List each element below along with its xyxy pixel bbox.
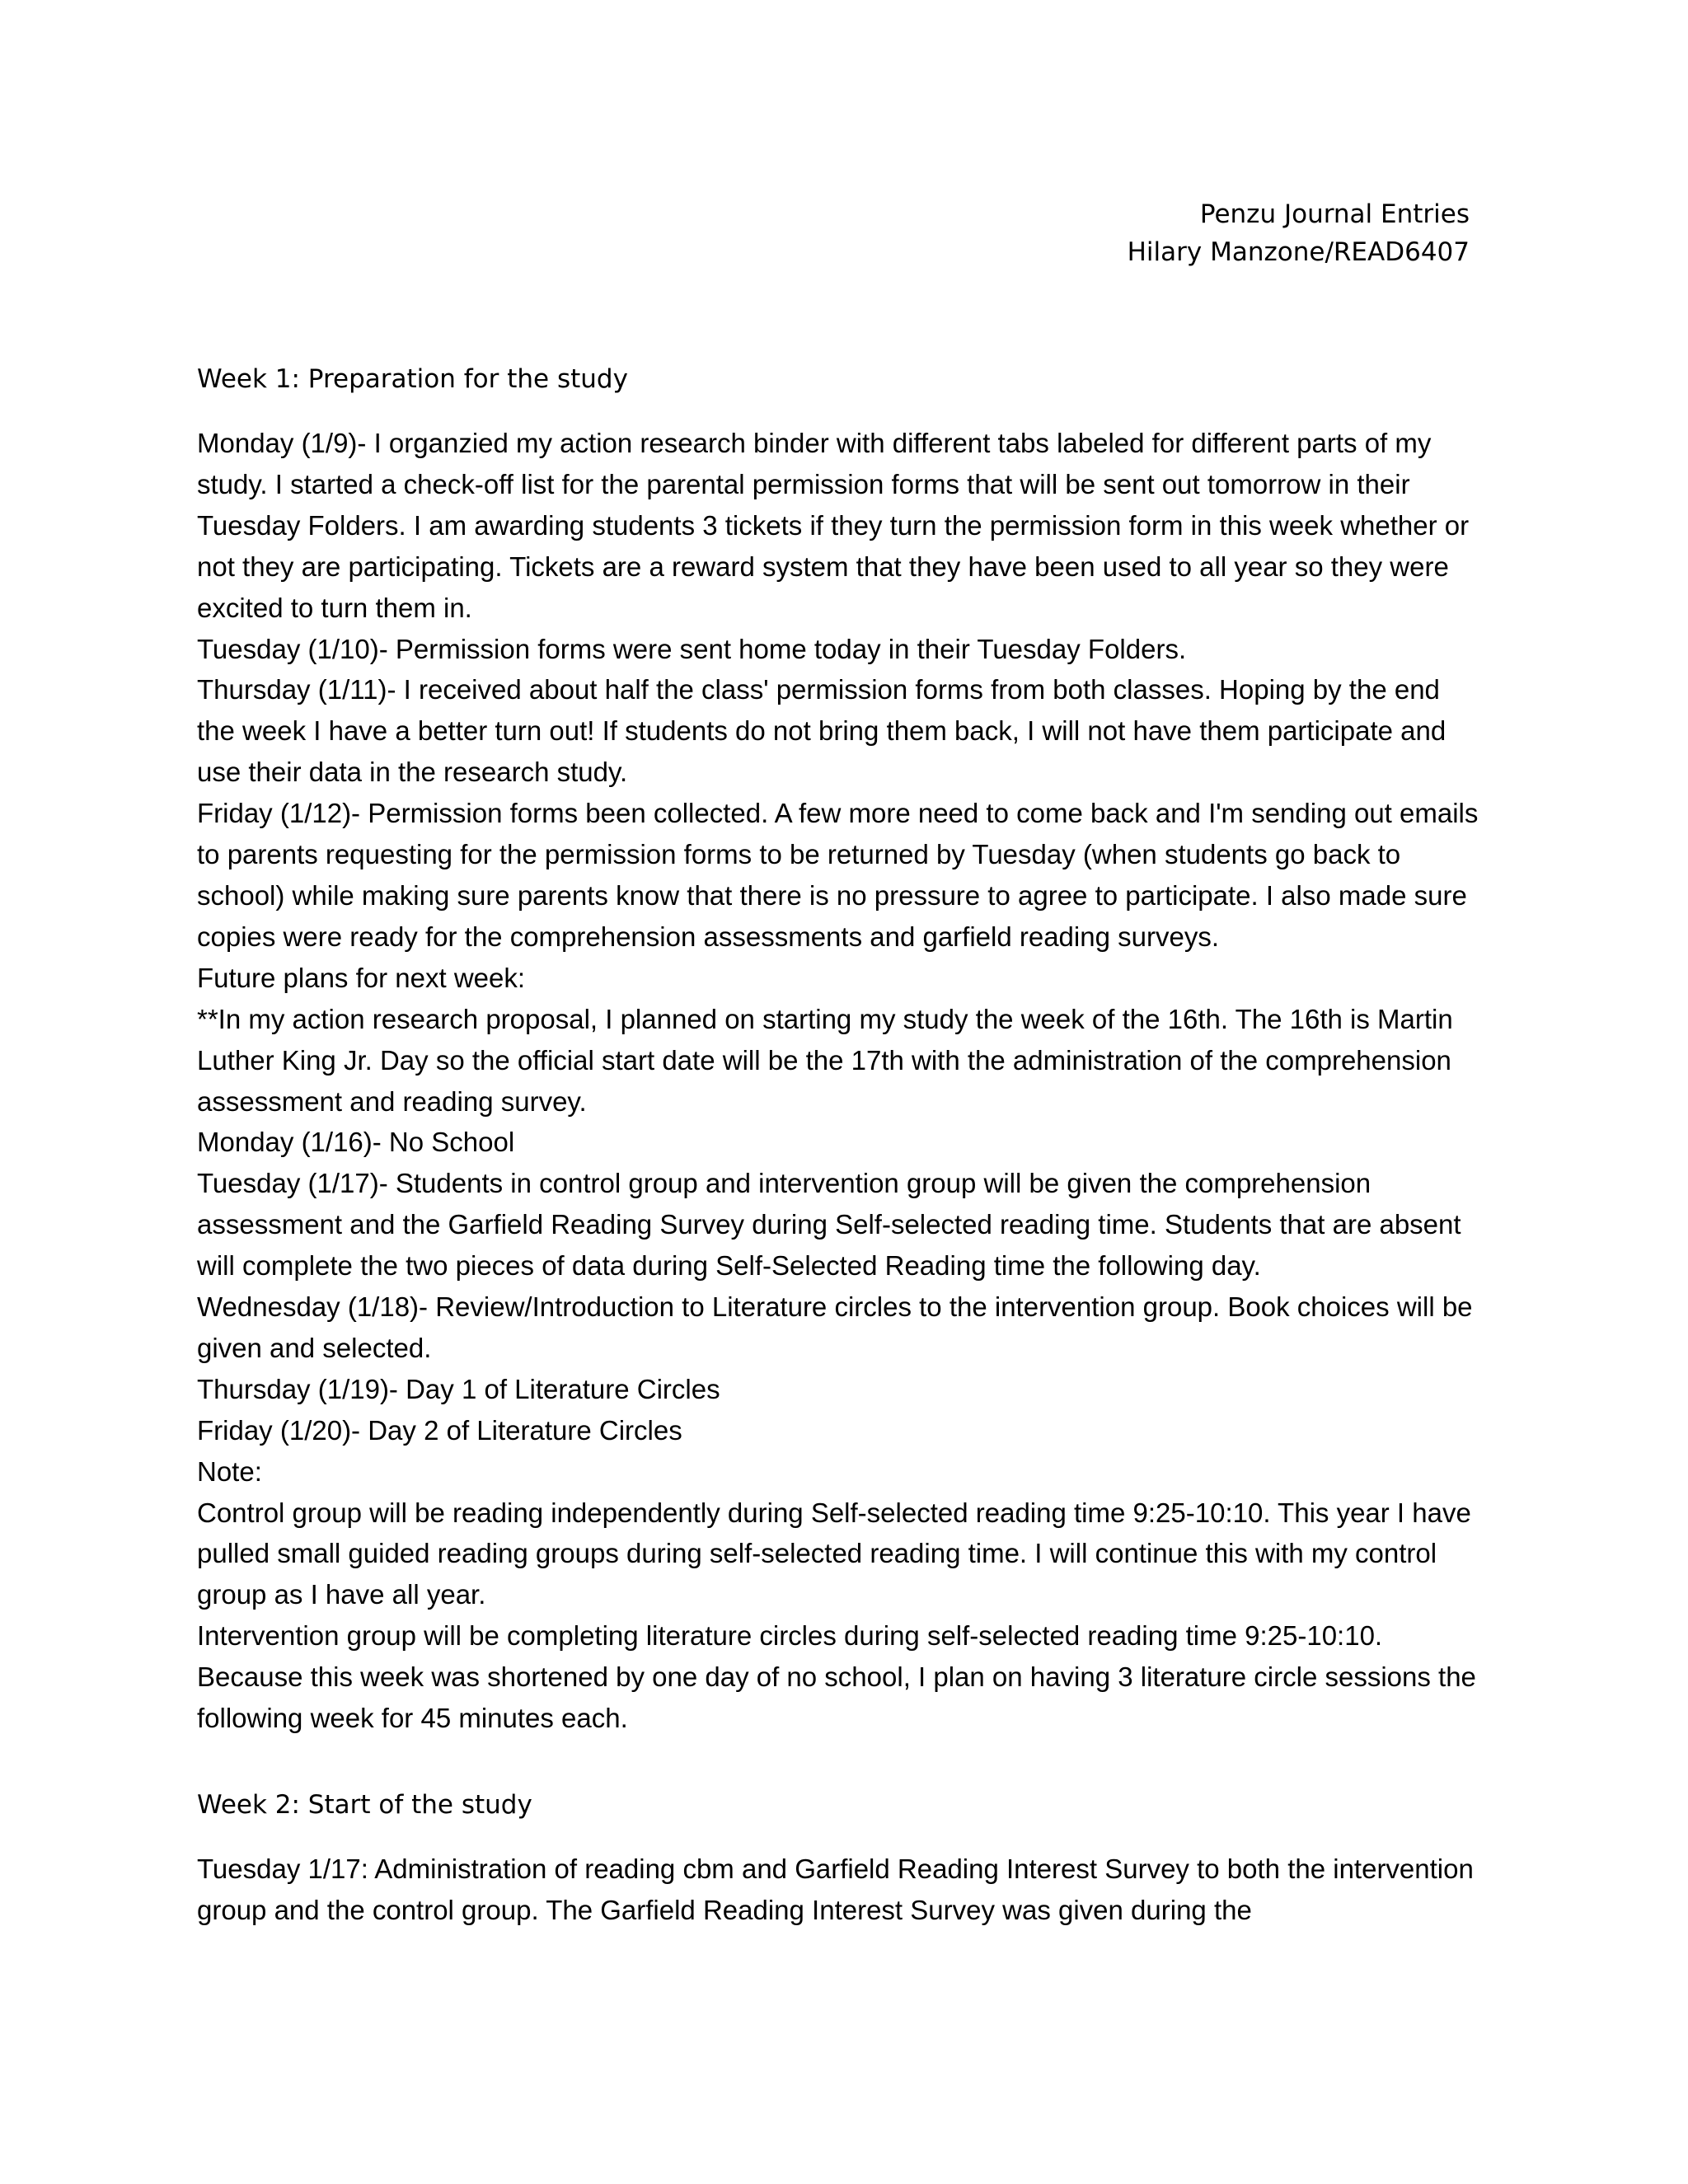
document-body: [197, 359, 1483, 1931]
future-plans-label: Future plans for next week:: [197, 962, 526, 993]
journal-entry-friday-1-12: Friday (1/12)- Permission forms been collected. A few more need to come back and I'm sending out emails to parents requesting for the permission forms to be returned by Tuesday (when students go back to school) while making sure parents know that there is no pressure to agree to participate. I also made sure copies were ready for the comprehension assessments and garfield reading surveys.: [197, 798, 1479, 952]
plan-thursday-1-19: Thursday (1/19)- Day 1 of Literature Circles: [197, 1373, 720, 1404]
week-2-section: [197, 1784, 1483, 1931]
week-1-entries: [197, 423, 1483, 1739]
document-header: [1128, 195, 1470, 271]
document-title: Penzu Journal Entries: [1199, 199, 1470, 229]
plan-monday-1-16: Monday (1/16)- No School: [197, 1127, 515, 1158]
journal-entry-tuesday-1-10: Tuesday (1/10)- Permission forms were sent home today in their Tuesday Folders.: [197, 633, 1187, 664]
proposal-note: **In my action research proposal, I planned on starting my study the week of the 16th. The 16th is Martin Luther King Jr. Day so the official start date will be the 17th with the administration of the comprehension assessment and reading survey.: [197, 1003, 1453, 1117]
week-2-heading: Week 2: Start of the study: [197, 1790, 532, 1820]
note-label: Note:: [197, 1455, 262, 1487]
journal-entry-thursday-1-11: Thursday (1/11)- I received about half the class' permission forms from both classes. Hoping by the end the week I have a better turn out! If students do not bring them back, I will not have them participate and use their data in the research study.: [197, 674, 1447, 788]
document-author: Hilary Manzone/READ6407: [1127, 237, 1470, 267]
note-intervention-group: Intervention group will be completing literature circles during self-selected reading time 9:25-10:10. Because this week was shortened by one day of no school, I plan on having 3 literature circle sessions the following week for 45 minutes each.: [197, 1620, 1476, 1734]
plan-tuesday-1-17: Tuesday (1/17)- Students in control group and intervention group will be given the comprehension assessment and the Garfield Reading Survey during Self-selected reading time. Students that are absent will complete the two pieces of data during Self-Selected Reading time the following day.: [197, 1168, 1461, 1282]
week-1-section: [197, 359, 1483, 1739]
journal-entry-tuesday-1-17: Tuesday 1/17: Administration of reading cbm and Garfield Reading Interest Survey to both the intervention group and the control group. The Garfield Reading Interest Survey was given during the: [197, 1854, 1474, 1925]
plan-wednesday-1-18: Wednesday (1/18)- Review/Introduction to Literature circles to the intervention group. Book choices will be given and selected.: [197, 1291, 1473, 1363]
plan-friday-1-20: Friday (1/20)- Day 2 of Literature Circles: [197, 1414, 682, 1446]
note-control-group: Control group will be reading independently during Self-selected reading time 9:25-10:10. This year I have pulled small guided reading groups during self-selected reading time. I will continue this with my control group as I have all year.: [197, 1497, 1471, 1610]
journal-entry-monday-1-9: Monday (1/9)- I organzied my action research binder with different tabs labeled for different parts of my study. I started a check-off list for the parental permission forms that will be sent out tomorrow in their Tuesday Folders. I am awarding students 3 tickets if they turn the permission form in this week whether or not they are participating. Tickets are a reward system that they have been used to all year so they were excited to turn them in.: [197, 428, 1470, 623]
week-2-entries: [197, 1849, 1483, 1931]
week-1-heading: Week 1: Preparation for the study: [197, 364, 628, 394]
